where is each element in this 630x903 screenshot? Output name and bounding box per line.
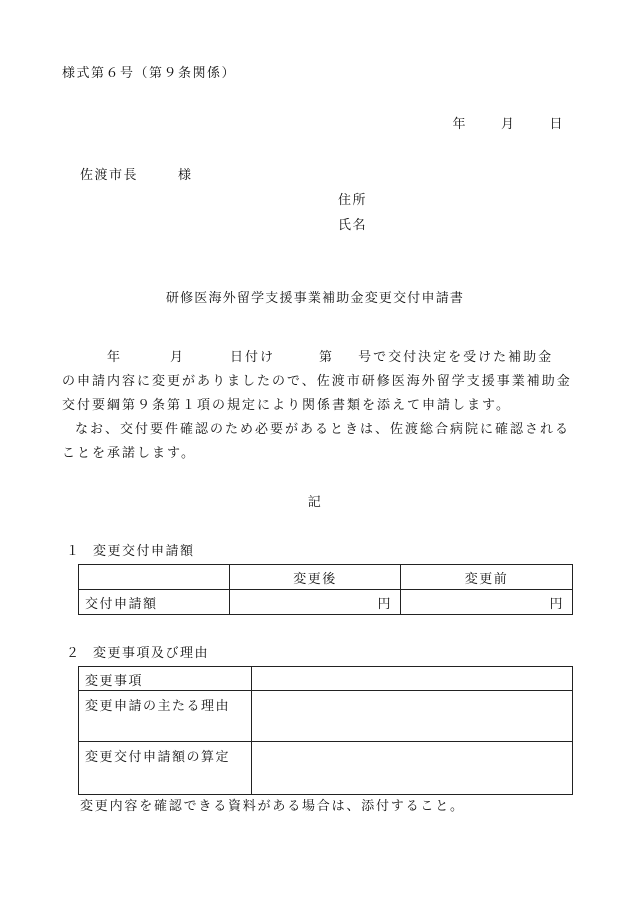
section1-heading [66,544,195,560]
ref-number-prefix: 第 [319,350,335,365]
amount-table-row [79,590,573,615]
date-line [418,117,564,133]
amount-header-before: 変更前 [401,565,573,590]
amount-row-label: 交付申請額 [79,590,230,615]
body-first-line [62,346,578,370]
change-reason-label: 変更申請の主たる理由 [79,691,252,742]
section1-number: １ [66,544,81,559]
change-item-cell [252,667,573,691]
mayor-label: 佐渡市長 [80,168,139,183]
section2-title: 変更事項及び理由 [93,646,210,661]
applicant-name-label: 氏名 [338,218,368,233]
body-paragraph: の申請内容に変更がありましたので、佐渡市研修医海外留学支援事業補助金交付要綱第９条第１項の規定により関係書類を添えて申請します。 [62,374,572,413]
change-calculation-cell [252,742,573,795]
change-reason-cell [252,691,573,742]
addressee [80,168,193,184]
consent-paragraph: なお、交付要件確認のため必要があるときは、佐渡総合病院に確認されることを承諾します。 [62,422,571,461]
document-title: 研修医海外留学支援事業補助金変更交付申請書 [165,291,465,306]
amount-header-after: 変更後 [230,565,401,590]
change-details-table [78,666,573,795]
date-month-label: 月 [500,117,516,132]
change-table-row [79,667,573,691]
section2-number: ２ [66,646,81,661]
change-table-row [79,742,573,795]
ref-number-suffix: 号で交付決定を受けた補助金 [358,350,554,365]
date-day-label: 日 [549,117,564,132]
amount-table [78,564,573,615]
ref-day-label: 日付け [230,350,276,365]
attachment-note: 変更内容を確認できる資料がある場合は、添付すること。 [80,799,465,814]
ki-heading: 記 [307,495,323,510]
change-table-row [79,691,573,742]
applicant-address-label: 住所 [338,193,368,208]
date-year-label: 年 [452,117,467,132]
section1-title: 変更交付申請額 [93,544,195,559]
form-number: 様式第６号（第９条関係） [62,66,237,81]
ref-month-label: 月 [170,350,186,365]
amount-before-cell: 円 [401,590,573,615]
change-calculation-label: 変更交付申請額の算定 [79,742,252,795]
ref-year-label: 年 [107,350,123,365]
amount-table-corner-cell [79,565,230,590]
section2-heading [66,646,209,662]
amount-table-header-row [79,565,573,590]
body-text [62,346,578,466]
amount-after-cell: 円 [230,590,401,615]
change-item-label: 変更事項 [79,667,252,691]
honorific-label: 様 [178,168,193,183]
